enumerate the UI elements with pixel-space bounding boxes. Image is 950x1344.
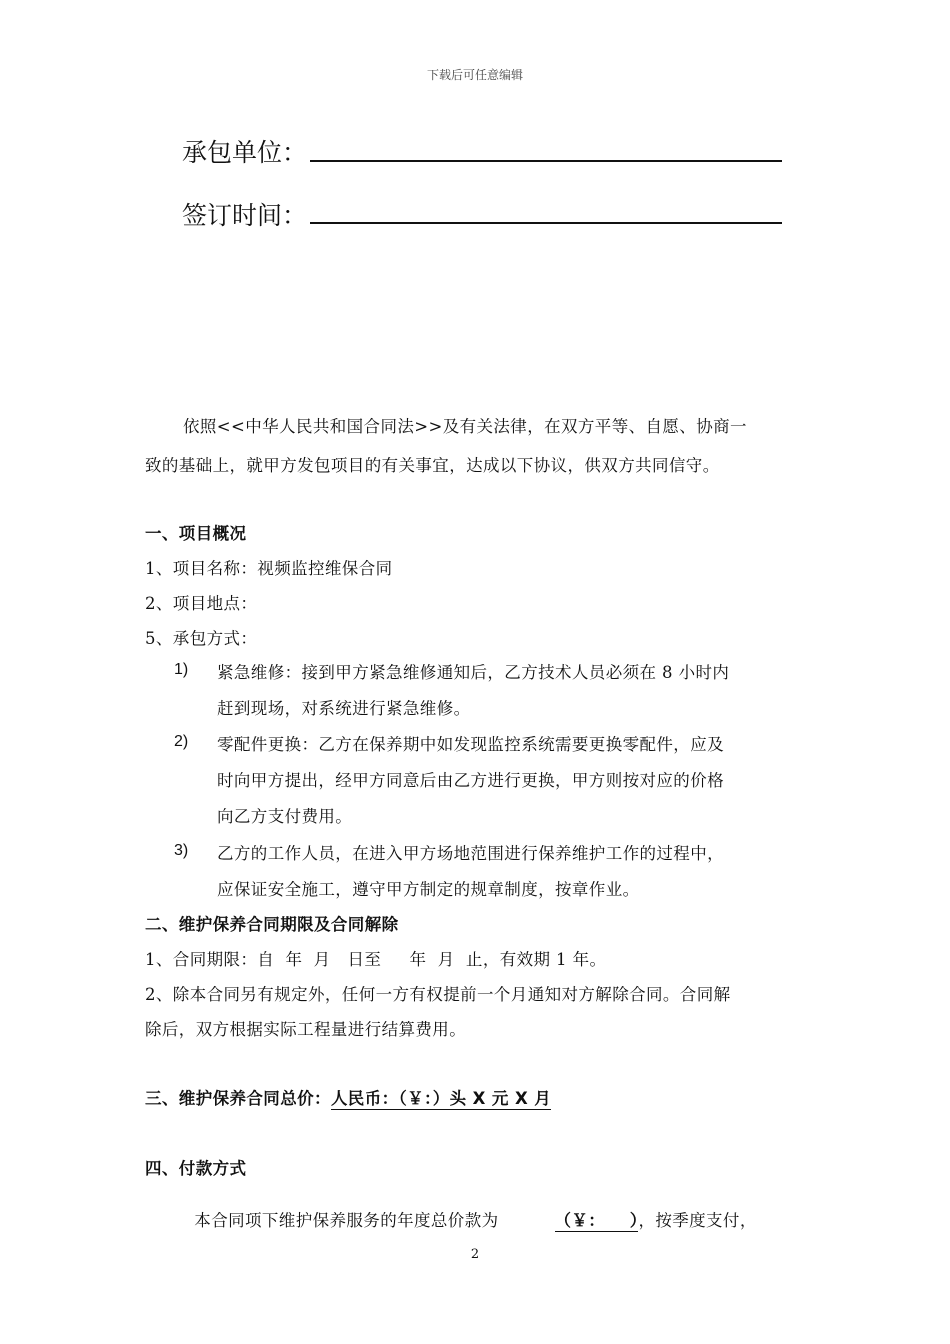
page-number: 2 xyxy=(470,1247,480,1262)
payment-prefix: 本合同项下维护保养服务的年度总价款为 xyxy=(194,1211,499,1230)
contract-total-amount: 人民币：（￥：）头 X 元 X 月 xyxy=(330,1089,552,1108)
termination-line-2: 除后，双方根据实际工程量进行结算费用。 xyxy=(145,1020,467,1039)
sub-item-3-line-2: 应保证安全施工，遵守甲方制定的规章制度，按章作业。 xyxy=(217,880,640,899)
sub-item-2-number: 2) xyxy=(174,733,189,750)
intro-line-1: 依照<<中华人民共和国合同法>>及有关法律，在双方平等、自愿、协商一 xyxy=(183,417,747,436)
section-4-heading: 四、付款方式 xyxy=(145,1159,247,1178)
sub-item-2-line-2: 时向甲方提出，经甲方同意后由乙方进行更换，甲方则按对应的价格 xyxy=(217,771,724,790)
section-3-heading-text: 三、维护保养合同总价： xyxy=(145,1089,331,1108)
project-name-item: 1、项目名称：视频监控维保合同 xyxy=(145,559,393,578)
payment-line-1 xyxy=(183,1188,757,1231)
sub-item-3-number: 3) xyxy=(174,842,189,859)
sub-item-1-line-1: 紧急维修：接到甲方紧急维修通知后，乙方技术人员必须在 8 小时内 xyxy=(217,663,730,682)
section-3-heading xyxy=(145,1085,551,1109)
annual-total-amount: （￥： ） xyxy=(554,1211,639,1230)
contract-method-item: 5、承包方式： xyxy=(145,629,258,648)
sub-item-2-line-3: 向乙方支付费用。 xyxy=(217,807,353,826)
sub-item-1-number: 1) xyxy=(174,661,189,678)
termination-line-1: 2、除本合同另有规定外，任何一方有权提前一个月通知对方解除合同。合同解 xyxy=(145,985,731,1004)
project-location-item: 2、项目地点： xyxy=(145,594,258,613)
sub-item-1-line-2: 赶到现场，对系统进行紧急维修。 xyxy=(217,699,471,718)
sub-item-2-line-1: 零配件更换：乙方在保养期中如发现监控系统需要更换零配件，应及 xyxy=(217,735,724,754)
sub-item-3-line-1: 乙方的工作人员，在进入甲方场地范围进行保养维护工作的过程中， xyxy=(217,844,724,863)
section-1-heading: 一、项目概况 xyxy=(145,524,247,543)
payment-suffix: ，按季度支付， xyxy=(638,1211,757,1230)
page-header: 下载后可任意编辑 xyxy=(426,68,523,82)
signing-date-label: 签订时间： xyxy=(182,201,308,230)
signing-date-line xyxy=(310,222,782,224)
contract-term-item: 1、合同期限：自 年 月 日至 年 月 止，有效期 1 年。 xyxy=(145,950,607,969)
contractor-label: 承包单位： xyxy=(182,138,308,167)
intro-line-2: 致的基础上，就甲方发包项目的有关事宜，达成以下协议，供双方共同信守。 xyxy=(145,456,720,475)
section-2-heading: 二、维护保养合同期限及合同解除 xyxy=(145,915,399,934)
contractor-signature-line xyxy=(310,160,782,162)
